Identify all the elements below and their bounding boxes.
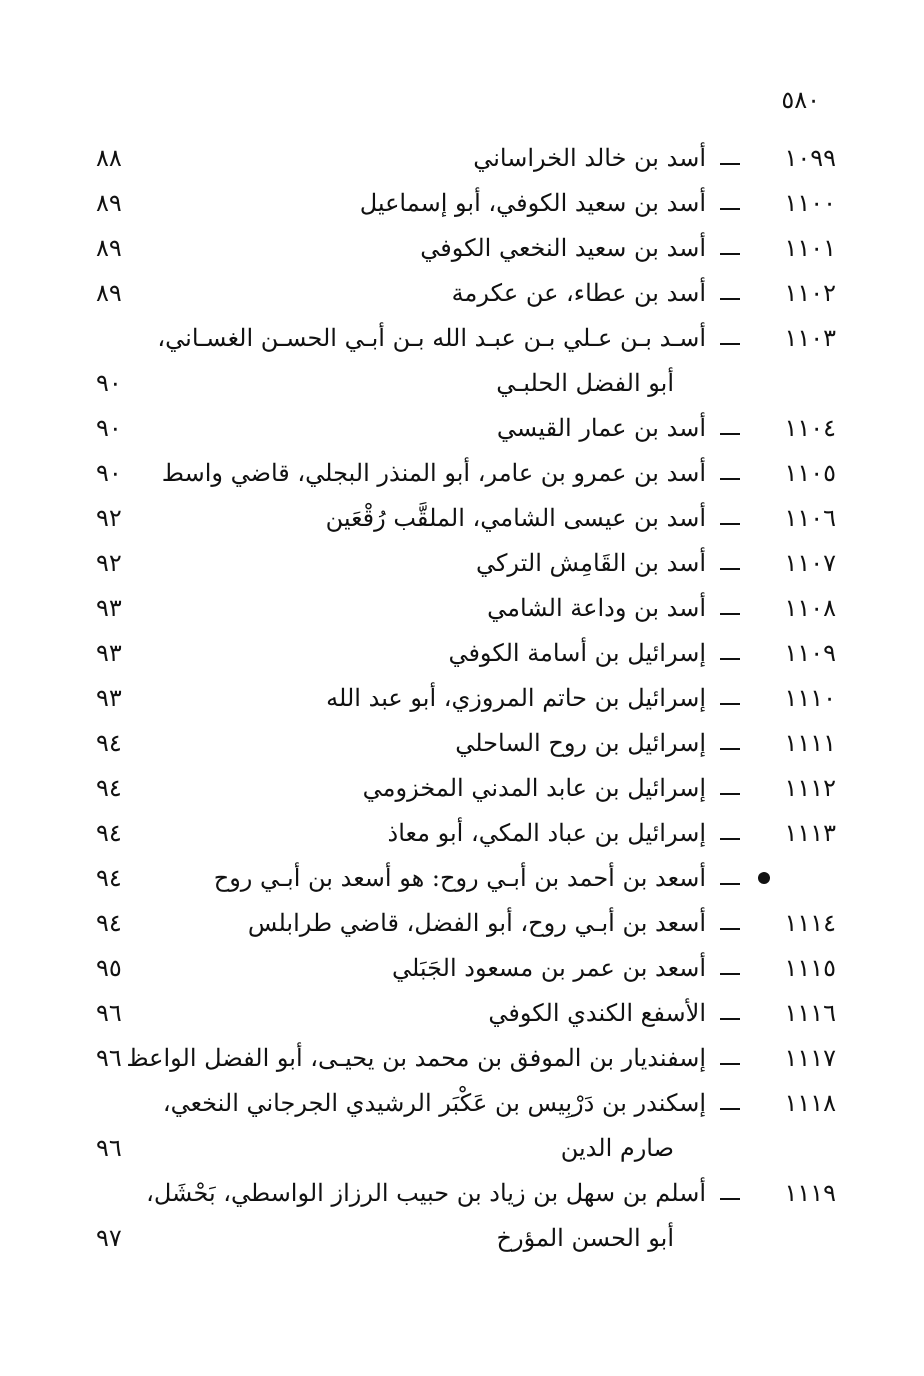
entry-title: أسلم بن سهل بن زياد بن حبيب الرزاز الواسطي، بَحْشَل،: [146, 1179, 706, 1207]
index-entry: [0, 678, 924, 718]
entry-number: ١١١١: [784, 729, 836, 757]
entry-number: ١١١٠: [784, 684, 836, 712]
entry-title: إسرائيل بن روح الساحلي: [455, 729, 706, 757]
entry-page: ٨٩: [96, 234, 122, 262]
entry-title: أسد بن القَامِش التركي: [476, 549, 706, 577]
entry-page: ٩٠: [96, 369, 122, 397]
entry-page: ٩٦: [96, 1134, 122, 1162]
entry-title: أسـد بـن عـلي بـن عبـد الله بـن أبـي الحسـن الغسـاني،: [157, 324, 706, 352]
entry-title: الأسفع الكندي الكوفي: [488, 999, 706, 1027]
entry-page: ٨٩: [96, 189, 122, 217]
entry-title: أسد بن عمار القيسي: [496, 414, 706, 442]
entry-page: ٨٩: [96, 279, 122, 307]
index-entry: [0, 948, 924, 988]
entry-number: ١١١٨: [784, 1089, 836, 1117]
entry-number: ١١٠٤: [784, 414, 836, 442]
entry-title: إسرائيل بن حاتم المروزي، أبو عبد الله: [326, 684, 706, 712]
entry-title: إسكندر بن دَرْبِيس بن عَكْبَر الرشيدي الجرجاني النخعي،: [162, 1089, 706, 1117]
entry-number: ١١٠٥: [784, 459, 836, 487]
entry-title: أسعد بن عمر بن مسعود الجَبَلي: [391, 954, 706, 982]
entry-title: أسد بن خالد الخراساني: [473, 144, 706, 172]
entry-page: ٩٣: [96, 594, 122, 622]
index-entry: [0, 498, 924, 538]
index-entry: [0, 903, 924, 943]
entry-title: أسد بن عطاء، عن عكرمة: [451, 279, 706, 307]
index-entry: [0, 408, 924, 448]
index-entry: [0, 273, 924, 313]
index-entry-continuation: [0, 363, 924, 403]
entry-page: ٩٠: [96, 459, 122, 487]
index-entry: [0, 588, 924, 628]
entry-number: ١٠٩٩: [784, 144, 836, 172]
entry-number: ١١٠٧: [784, 549, 836, 577]
entry-page: ٩٤: [96, 864, 122, 892]
entry-page: ٩٦: [96, 999, 122, 1027]
entry-title: إسفنديار بن الموفق بن محمد بن يحيـى، أبو الفضل الواعظ: [126, 1044, 706, 1072]
entry-number: ١١١٧: [784, 1044, 836, 1072]
index-entry: [0, 723, 924, 763]
entry-number: ١١١٢: [784, 774, 836, 802]
index-entry-continuation: [0, 1218, 924, 1258]
entry-title: إسرائيل بن عباد المكي، أبو معاذ: [387, 819, 706, 847]
entry-title: إسرائيل بن أسامة الكوفي: [448, 639, 706, 667]
index-entry: [0, 183, 924, 223]
entry-number: ١١٠١: [784, 234, 836, 262]
entry-title-continuation: صارم الدين: [560, 1134, 674, 1162]
index-entry: [0, 1038, 924, 1078]
entry-page: ٩٤: [96, 729, 122, 757]
entry-title-continuation: أبو الحسن المؤرخ: [496, 1224, 674, 1252]
entry-title: أسد بن سعيد الكوفي، أبو إسماعيل: [359, 189, 706, 217]
index-entry: [0, 453, 924, 493]
entry-page: ٩٥: [96, 954, 122, 982]
entry-title-continuation: أبو الفضل الحلبـي: [496, 369, 674, 397]
entry-title: أسد بن عيسى الشامي، الملقَّب رُقْعَين: [325, 504, 706, 532]
index-entry: [0, 318, 924, 358]
entry-page: ٩٣: [96, 639, 122, 667]
index-entry: [0, 1083, 924, 1123]
index-entry: [0, 768, 924, 808]
entry-number: ١١١٩: [784, 1179, 836, 1207]
entry-page: ٩٣: [96, 684, 122, 712]
entry-number: ١١٠٨: [784, 594, 836, 622]
page-number: ٥٨٠: [781, 86, 820, 114]
index-entry: [0, 1173, 924, 1213]
entry-page: ٨٨: [96, 144, 122, 172]
entry-page: ٩٢: [96, 504, 122, 532]
entry-number: ١١١٣: [784, 819, 836, 847]
index-entry: [0, 543, 924, 583]
entry-number: ١١١٥: [784, 954, 836, 982]
index-entry: [0, 993, 924, 1033]
index-entry: [0, 138, 924, 178]
entry-page: ٩٧: [96, 1224, 122, 1252]
entry-number: ١١١٤: [784, 909, 836, 937]
index-entry: [0, 813, 924, 853]
entry-page: ٩٦: [96, 1044, 122, 1072]
entry-number: ١١٠٢: [784, 279, 836, 307]
index-entry: [0, 228, 924, 268]
entry-title: أسد بن وداعة الشامي: [487, 594, 706, 622]
entry-page: ٩٠: [96, 414, 122, 442]
entry-title: أسعد بن أبـي روح، أبو الفضل، قاضي طرابلس: [247, 909, 706, 937]
index-entry: [0, 633, 924, 673]
entry-number: ١١٠٩: [784, 639, 836, 667]
entry-title: أسعد بن أحمد بن أبـي روح: هو أسعد بن أبـي روح: [213, 864, 706, 892]
bullet-icon: [758, 872, 770, 884]
entry-number: ١١١٦: [784, 999, 836, 1027]
entry-number: ١١٠٣: [784, 324, 836, 352]
entry-number: ١١٠٠: [784, 189, 836, 217]
index-entry-continuation: [0, 1128, 924, 1168]
entry-page: ٩٤: [96, 909, 122, 937]
index-entry-cross-reference: [0, 858, 924, 898]
entry-title: أسد بن سعيد النخعي الكوفي: [420, 234, 706, 262]
entry-page: ٩٤: [96, 819, 122, 847]
entry-page: ٩٢: [96, 549, 122, 577]
entry-number: ١١٠٦: [784, 504, 836, 532]
entry-title: إسرائيل بن عابد المدني المخزومي: [362, 774, 706, 802]
entry-page: ٩٤: [96, 774, 122, 802]
entry-title: أسد بن عمرو بن عامر، أبو المنذر البجلي، قاضي واسط: [161, 459, 706, 487]
